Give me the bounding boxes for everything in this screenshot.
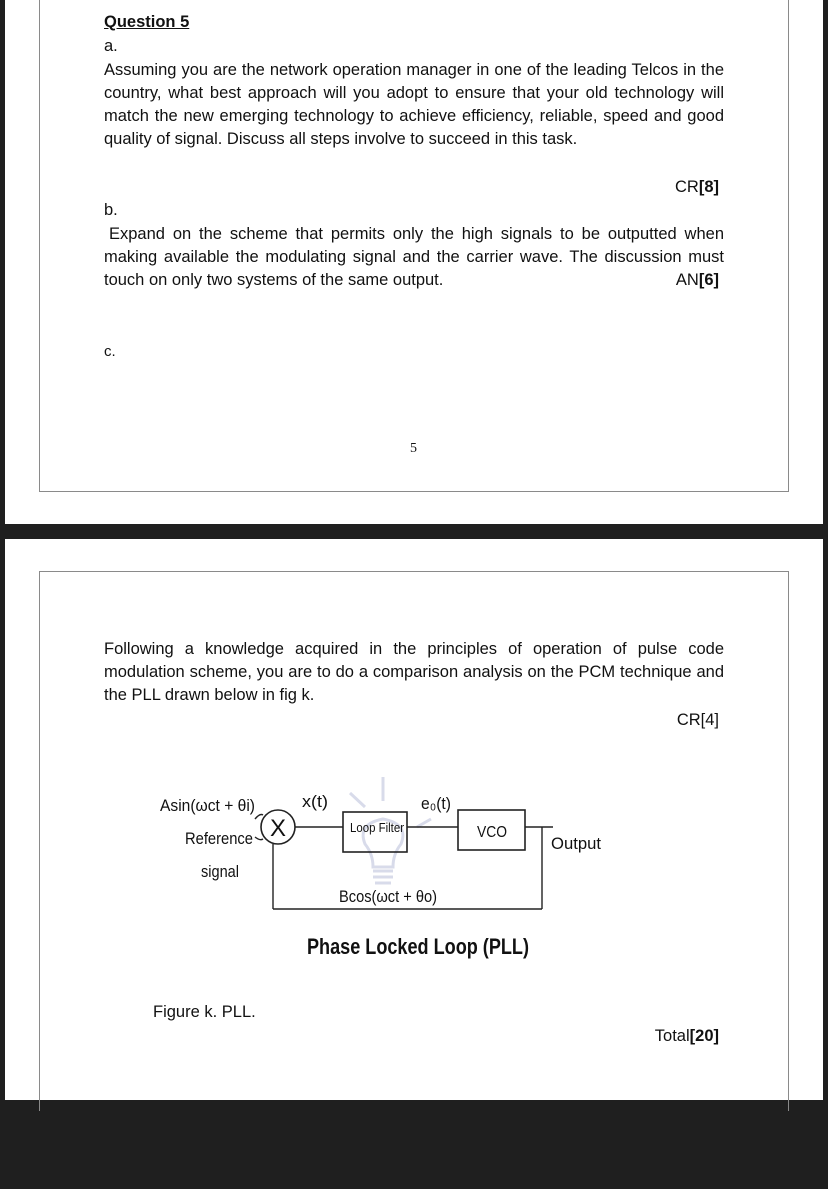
page-top [5,0,823,524]
part-a-marks: CR[8] [674,178,719,196]
feedback-label: Bcos(ωct + θo) [339,887,437,906]
part-b-marks: AN[6] [675,271,719,289]
pll-diagram [5,749,823,1189]
signal-label: signal [201,862,239,881]
input-signal-label: Asin(ωct + θi) [160,796,255,815]
part-a-text: Assuming you are the network operation manager in one of the leading Telcos in the country, what best approach will you adopt to ensure that your old technology will match the new emerging technology to achieve efficiency, reliable, speed and good quality of signal. Discuss all steps involve to succeed in this task. [104,61,724,148]
part-c-label: c. [104,343,116,360]
reference-label: Reference [185,829,253,848]
total-marks: Total[20] [654,1027,719,1045]
part-b-label: b. [104,201,118,219]
page-number: 5 [410,441,417,456]
part-a-label: a. [104,37,118,55]
part-c-marks: CR[4] [676,711,719,729]
svg-text:X: X [269,815,287,842]
page-bottom [5,539,823,1100]
vco-label: VCO [477,824,507,841]
part-b-text: Expand on the scheme that permits only the high signals to be outputted when making available the modulating signal and the carrier wave. The discussion must touch on only two systems of the same output. [104,225,724,289]
question-title: Question 5 [104,13,190,31]
figure-caption: Figure k. PLL. [153,1003,256,1021]
diagram-title: Phase Locked Loop (PLL) [307,934,529,959]
output-label: Output [551,834,602,853]
eo-label: e₀(t) [421,794,451,813]
multiplier-symbol [261,810,295,844]
xt-label: x(t) [302,792,328,811]
part-c-text: Following a knowledge acquired in the principles of operation of pulse code modulation scheme, you are to do a comparison analysis on the PCM technique and the PLL drawn below in fig k. [104,640,724,704]
loop-filter-label: Loop Filter [350,820,405,835]
